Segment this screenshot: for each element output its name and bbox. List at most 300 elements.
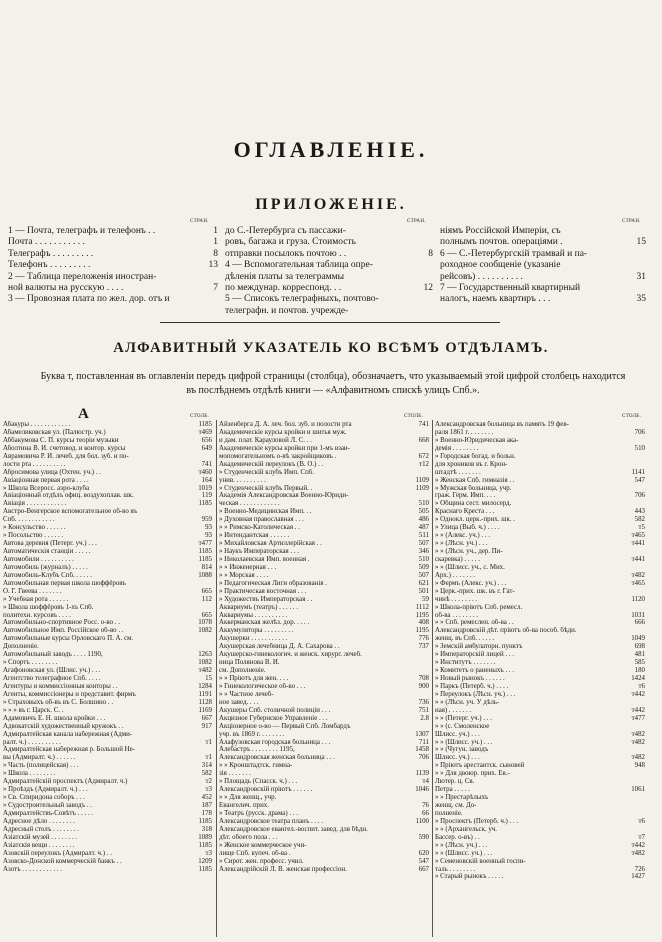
entry-number: 1061 <box>631 786 645 794</box>
entry-text: » Студенческій клубъ Первый. . <box>219 484 313 492</box>
entry-number: т441 <box>631 540 645 548</box>
entry-text: ческая . . . . . . . . . . . . <box>219 500 280 508</box>
index-entry <box>435 786 646 794</box>
entry-text: Авіаціонная первая рота . . . . <box>3 476 89 484</box>
entry-number: 180 <box>634 667 645 675</box>
index-entry <box>219 715 430 723</box>
entry-text: » Фермъ (Алекс. уч.) . . . <box>435 579 507 587</box>
index-entry <box>435 492 646 500</box>
entry-number: 487 <box>418 524 429 532</box>
entry-text: Аквариумъ (театръ) . . . . . . <box>219 603 299 611</box>
entry-text: см. Дополненіе. <box>219 667 266 675</box>
index-entry <box>435 500 646 508</box>
entry-text: Александровская больница въ память 19 фев- <box>435 421 569 428</box>
entry-text: » Мужская больница, учр. <box>435 484 512 492</box>
index-entry <box>3 469 213 477</box>
index-entry <box>225 272 433 283</box>
entry-number: 582 <box>201 770 212 778</box>
index-entry <box>435 429 646 437</box>
entry-number: 1185 <box>198 548 212 555</box>
entry-text: » Школа Всеросс. аэро-клуба <box>3 484 90 492</box>
entry-text: лище Спб. купеч. об-ва . <box>219 849 291 857</box>
index-entry <box>440 260 646 271</box>
entry-text: роходное сообщеніе (указаніе <box>440 260 561 271</box>
entry-text: граж. Герм. Имп. . . . <box>435 492 496 500</box>
index-entry <box>219 588 430 596</box>
index-entry <box>8 283 218 294</box>
entry-text: » Земскій амбулаторн. пунктъ <box>435 643 523 651</box>
entry-number: т482 <box>631 849 645 857</box>
index-entry <box>435 707 646 715</box>
entry-text: » Церк.-прих. шк. въ г. Гат- <box>435 587 515 595</box>
entry-text: Адмиралтейская набережная р. Большой Не- <box>3 746 135 754</box>
entry-text: Краснаго Креста . . . <box>435 508 495 516</box>
index-entry <box>435 794 646 802</box>
entry-text: » » (Алекс. уч.) . . . <box>435 532 491 540</box>
index-entry <box>435 548 646 556</box>
entry-number: 1185 <box>198 555 212 563</box>
col-label-1: СТОЛБ. <box>190 414 209 419</box>
entry-number: 76 <box>422 802 429 809</box>
entry-text: дѣт. обоего пола . . . <box>219 833 278 841</box>
entry-text: » » (Чугун. заводъ <box>435 746 489 754</box>
entry-number: 667 <box>418 865 429 873</box>
index-entry <box>3 540 213 548</box>
entry-text: » Духовная православная . . . <box>219 516 304 524</box>
index-entry <box>219 826 430 834</box>
entry-text: Автомобильное Имп. Россійское об-во . . <box>3 627 124 635</box>
index-entry <box>219 762 430 770</box>
entry-text: Акушеры Спб. столичной полиціи . . . <box>219 706 331 714</box>
entry-number: 706 <box>634 428 645 436</box>
index-entry <box>219 802 430 810</box>
entry-text: » Женская Спб. гимназія . . <box>435 476 515 484</box>
index-entry <box>3 818 213 826</box>
index-entry <box>219 746 430 754</box>
entry-number: т12 <box>419 460 429 468</box>
entry-text: штадтѣ . . . . . . . <box>435 468 481 476</box>
entry-text: Аквариумы . . . . . . . . . . <box>219 611 288 619</box>
page-label-col1: СТРАН. <box>190 219 209 224</box>
index-entry <box>219 437 430 445</box>
entry-text: » Пріютъ арестантск. сыновей <box>435 762 525 770</box>
entry-number: 706 <box>418 754 429 762</box>
entry-number: 900 <box>418 682 429 690</box>
entry-text: » » Для женщ., учр. <box>219 794 277 802</box>
index-entry <box>3 564 213 572</box>
entry-text: Адмиралтействъ-Совѣтъ . . . . . <box>3 809 94 817</box>
index-entry <box>435 524 646 532</box>
entry-number: т442 <box>631 841 645 849</box>
entry-number: 1031 <box>631 611 645 619</box>
entry-text: Академическіе курсы кройки при 1-мъ взаи- <box>219 444 350 452</box>
entry-text: » Школа-пріютъ Спб. ремесл. <box>435 603 523 611</box>
entry-text: ровъ, багажа и груза. Стоимость <box>225 237 356 248</box>
entry-text: Александровская женская больница . . . <box>219 754 335 762</box>
entry-number: т477 <box>631 714 645 722</box>
entry-number: 505 <box>418 508 429 516</box>
entry-number: 1089 <box>198 833 212 841</box>
entry-number: 776 <box>418 635 429 643</box>
entry-number: 1185 <box>198 421 212 428</box>
entry-text: » Интендантская . . . . . . <box>219 532 290 540</box>
entry-number: 1112 <box>415 603 429 611</box>
entry-text: » » (Лѣсн. уч., дер. Пи- <box>435 548 503 555</box>
entry-number: 1046 <box>415 786 429 794</box>
entry-number: т482 <box>631 571 645 579</box>
index-entry <box>435 866 646 874</box>
index-entry <box>435 723 646 731</box>
index-entry <box>219 786 430 794</box>
entry-text: об-ва . . . . . . . . <box>435 611 479 619</box>
index-entry <box>3 683 213 691</box>
entry-text: » » Престарѣлыхъ <box>435 794 489 802</box>
entry-number: 1185 <box>198 500 212 508</box>
entry-text: » Судостроительный заводъ . . <box>3 802 93 809</box>
index-entry <box>219 794 430 802</box>
entry-text: Авіація . . . . . . . . . . . . <box>3 500 67 508</box>
entry-number: 656 <box>201 436 212 444</box>
entry-number: 15 <box>636 237 646 248</box>
entry-text: » » Кронштадтск. гимна- <box>219 762 293 770</box>
index-entry <box>3 500 213 508</box>
entry-text: 1 — Почта, телеграфъ и телефонъ . . <box>8 226 156 236</box>
entry-text: ное завед. . . . <box>219 698 259 706</box>
index-entry <box>3 754 213 762</box>
entry-text: до С.-Петербурга съ пассажи- <box>225 226 346 236</box>
entry-text: Автомобильный заводъ . . . . 1190, <box>3 651 103 659</box>
index-entry <box>435 826 646 834</box>
index-entry <box>3 842 213 850</box>
entry-text: Агафоновская ул. (Шлис. уч.) . . . <box>3 667 101 675</box>
entry-text: Шлисс. уч.) . . . <box>435 754 480 762</box>
entry-text: » Улица (Выб. ч.) . . . . <box>435 524 500 532</box>
entry-text: Аболтина В. И. счетовод. и контор. курсы <box>3 444 126 452</box>
entry-number: 737 <box>418 643 429 651</box>
index-entry <box>435 556 646 564</box>
entry-number: т441 <box>631 555 645 563</box>
entry-text: женщ. см. До- <box>435 802 477 809</box>
index-entry <box>3 429 213 437</box>
entry-number: 666 <box>634 619 645 627</box>
entry-text: Аврамовича Р. И. лечеб. для бол. зуб. и по- <box>3 452 129 460</box>
entry-number: 13 <box>208 260 218 271</box>
index-entry <box>3 508 213 516</box>
entry-number: 7 <box>213 283 218 294</box>
index-entry <box>435 540 646 548</box>
entry-text: Александровскій дѣт. пріютъ об-ва пособ. бѣдн. <box>435 627 577 635</box>
index-entry <box>3 810 213 818</box>
index-title: АЛФАВИТНЫЙ УКАЗАТЕЛЬ КО ВСѢМЪ ОТДѢЛАМЪ. <box>113 340 549 356</box>
entry-number: 507 <box>418 540 429 548</box>
index-entry <box>219 667 430 675</box>
entry-number: 346 <box>418 548 429 555</box>
entry-text: » Гинекологическое об-во . . . <box>219 682 306 690</box>
entry-text: 3 — Провозная плата по жел. дор. отъ и <box>8 294 170 305</box>
entry-number: 314 <box>201 762 212 770</box>
entry-number: т1 <box>205 754 212 762</box>
index-entry <box>219 469 430 477</box>
entry-text: скаревка) . . . . . <box>435 555 480 563</box>
index-entry <box>435 596 646 604</box>
index-entry <box>225 306 433 317</box>
entry-number: 481 <box>634 651 645 659</box>
entry-text: по междунар. корреспонд. . . <box>225 283 342 294</box>
entry-text: » » (Лѣсн. уч.) . . . <box>435 540 488 548</box>
entry-text: Абамеликовская ул. (Палюстр. уч.) <box>3 428 106 436</box>
entry-text: » Переулокъ (Лѣсн. уч.) . . . <box>435 690 516 698</box>
index-entry <box>3 445 213 453</box>
index-entry <box>219 635 430 643</box>
entry-number: 1424 <box>631 675 645 682</box>
index-entry <box>435 850 646 858</box>
page-label-col2: СТРАН. <box>407 219 426 224</box>
entry-text: рейсовъ) . . . . . . . . . . <box>440 271 523 282</box>
index-entry <box>3 548 213 556</box>
entry-number: т465 <box>631 532 645 540</box>
entry-number: 917 <box>201 722 212 730</box>
index-entry <box>435 643 646 651</box>
entry-text: Адресное дѣло . . . . . . . . <box>3 817 75 825</box>
entry-text: » » (Лѣсн. уч. У дѣль- <box>435 698 500 706</box>
entry-text: Арх.) . . . . . . . <box>435 571 476 579</box>
entry-number: 1 <box>213 237 218 248</box>
entry-text: Азіатскія вещи . . . . . . . . <box>3 841 75 849</box>
index-entry <box>435 810 646 818</box>
index-entry <box>3 715 213 723</box>
entry-text: » Женское коммерческое учи- <box>219 841 307 849</box>
index-entry <box>219 461 430 469</box>
entry-text: ница Полянова В. И. <box>219 659 280 667</box>
index-entry <box>3 802 213 810</box>
entry-text: Акцизное Губернское Управленіе . . . <box>219 714 328 722</box>
entry-number: т7 <box>638 833 645 841</box>
index-entry <box>435 532 646 540</box>
entry-text: налогъ, наемъ квартиръ . . . <box>440 294 551 305</box>
entry-text: » Городская богад. и больн. <box>435 452 516 460</box>
index-entry <box>219 754 430 762</box>
index-entry <box>440 237 646 248</box>
entry-number: 1195 <box>415 611 429 619</box>
entry-text: Евангелич. прих. <box>219 802 269 809</box>
index-entry <box>3 604 213 612</box>
entry-number: 510 <box>634 444 645 452</box>
appendix-column-2 <box>225 226 433 317</box>
entry-text: » Михайловская Артиллерійская . . <box>219 540 322 548</box>
entry-text: » » (Шлисс. уч., с. Мих. <box>435 563 505 571</box>
entry-text: и дам. плат. Карауловой Л. С. . . <box>219 436 312 444</box>
index-entry <box>3 572 213 580</box>
index-entry <box>219 683 430 691</box>
index-entry <box>219 421 430 429</box>
entry-text: » Община сест. милосерд. <box>435 500 512 508</box>
entry-number: 507 <box>418 571 429 579</box>
index-entry <box>3 619 213 627</box>
entry-text: Александровское евангел.-воспит. завед. для бѣдн. <box>219 825 368 833</box>
entry-text: Автомобильно-спортивное Росс. о-во . . <box>3 619 120 627</box>
entry-text: отправки посылокъ почтою . . <box>225 248 347 259</box>
entry-text: » Площадь (Спасск. ч.) . . . <box>219 778 298 786</box>
index-entry <box>225 249 433 260</box>
entry-text: » Театръ (русск. драма) . . . <box>219 809 298 817</box>
index-entry <box>219 429 430 437</box>
entry-number: 741 <box>418 421 429 428</box>
index-note: Буква т, поставленная въ оглавленіи передъ цифрой страницы (столбца), обозначаетъ, что указываемый этой цифрой столбецъ находится въ послѣднемъ отдѣлѣ книги — «Алфавитномъ спискѣ улицъ Спб.». <box>40 371 626 396</box>
index-entry <box>219 818 430 826</box>
entry-text: таль . . . . . . . . <box>435 865 476 873</box>
entry-text: » » (Лѣсн. уч.) . . . <box>435 841 488 849</box>
entry-text: Адмиралтейскій проспектъ (Адмиралт. ч.) <box>3 778 128 786</box>
entry-text: раля 1861 г. . . . . . . . <box>435 428 494 436</box>
entry-number: т482 <box>631 754 645 762</box>
entry-number: 590 <box>418 833 429 841</box>
entry-number: 706 <box>634 492 645 500</box>
entry-number: 1284 <box>198 682 212 690</box>
index-entry <box>3 485 213 493</box>
index-entry <box>435 659 646 667</box>
index-entry <box>435 675 646 683</box>
entry-number: 93 <box>205 524 212 532</box>
entry-number: 1263 <box>198 651 212 659</box>
entry-text: Акушерки . . . . . . . . . . . <box>219 635 288 643</box>
entry-text: Дополненіе. <box>3 643 39 651</box>
index-entry <box>225 226 433 237</box>
index-entry <box>3 794 213 802</box>
appendix-column-1 <box>8 226 218 306</box>
index-entry <box>3 834 213 842</box>
entry-text: » » Спб. ремеслен. об-ва . . <box>435 619 514 627</box>
index-entry <box>435 612 646 620</box>
entry-number: т465 <box>631 579 645 587</box>
entry-number: 1427 <box>631 873 645 881</box>
index-entry <box>8 294 218 305</box>
index-entry <box>8 237 218 248</box>
index-entry <box>435 461 646 469</box>
entry-text: Азовскій переулокъ (Адмиралт. ч.) . . <box>3 849 112 857</box>
entry-text: Абросимова улица (Охтен. уч.) . . <box>3 468 101 476</box>
entry-text: » Педагогическая Лиги образованія . <box>219 579 327 587</box>
entry-text: Автова деревня (Петерг. уч.) . . . <box>3 540 97 548</box>
index-entry <box>3 437 213 445</box>
index-entry <box>435 421 646 429</box>
entry-text: Адамовичъ Е. Н. школа кройки . . . <box>3 714 106 722</box>
index-entry <box>435 715 646 723</box>
entry-text: Азотъ . . . . . . . . . . . . <box>3 865 62 873</box>
entry-text: » » (Петерг. уч.) . . . <box>435 714 492 722</box>
entry-number: 408 <box>418 619 429 627</box>
entry-text: Айзенберга Д. А. леч. бол. зуб. и полости рта <box>219 421 352 428</box>
entry-text: телеграфн. и почтов. учрежде- <box>225 305 349 316</box>
entry-number: 814 <box>201 563 212 571</box>
index-entry <box>3 850 213 858</box>
entry-text: Александрійскій Л. В. женская профессіон. <box>219 865 347 873</box>
entry-number: 510 <box>418 555 429 563</box>
index-entry <box>3 651 213 659</box>
entry-text: Аббакумова С. П. курсы теоріи музыки <box>3 436 119 444</box>
entry-text: Петра . . . . . <box>435 786 470 794</box>
entry-text: Телеграфъ . . . . . . . . . <box>8 248 94 259</box>
entry-text: Австро-Венгерское вспомогательное об-во въ <box>3 508 138 516</box>
index-entry <box>3 635 213 643</box>
index-entry <box>8 260 218 271</box>
entry-text: » Практическая восточная . . . <box>219 587 307 595</box>
entry-number: 620 <box>418 849 429 857</box>
index-entry <box>440 283 646 294</box>
appendix-column-3 <box>440 226 646 306</box>
entry-number: 187 <box>201 802 212 809</box>
index-entry <box>435 469 646 477</box>
index-entry <box>3 691 213 699</box>
index-entry <box>3 596 213 604</box>
entry-number: 672 <box>418 452 429 460</box>
entry-text: политехн. курсовъ . . . . <box>3 611 71 619</box>
entry-text: чинѣ . . . . . . . . <box>435 595 478 603</box>
entry-number: 8 <box>213 248 218 259</box>
index-entry <box>435 818 646 826</box>
entry-text: полнымъ почтов. операціями . <box>440 237 563 248</box>
entry-text: Агенты, коммиссіонеры и представит. фирмъ <box>3 690 136 698</box>
index-entry <box>435 445 646 453</box>
index-entry <box>3 746 213 754</box>
index-entry <box>435 778 646 786</box>
index-entry <box>435 453 646 461</box>
entry-number: 948 <box>634 762 645 770</box>
entry-text: Шлисс. уч.) . . . <box>435 730 480 738</box>
entry-text: Алебастръ . . . . . . . . 1195, <box>219 746 295 754</box>
entry-text: » » Инженерная . . . <box>219 563 277 571</box>
entry-number: 1169 <box>198 706 212 714</box>
entry-number: 1082 <box>198 659 212 667</box>
entry-text: Аккерманская желѣз. дор. . . . . <box>219 619 310 627</box>
entry-number: 665 <box>201 587 212 595</box>
index-entry <box>219 739 430 747</box>
entry-text: » » (Шлисс. уч.) . . . <box>435 738 493 746</box>
index-entry <box>3 588 213 596</box>
entry-text: 7 — Государственный квартирный <box>440 283 581 294</box>
entry-number: 1109 <box>415 476 429 484</box>
entry-text: » Военно-Юридическая ака- <box>435 436 519 444</box>
entry-text: » Св. Спиридона соборъ . . . <box>3 794 85 802</box>
index-entry <box>3 739 213 747</box>
index-entry <box>219 564 430 572</box>
index-entry <box>3 612 213 620</box>
entry-number: 486 <box>418 516 429 524</box>
entry-number: 511 <box>418 532 429 540</box>
index-entry <box>435 572 646 580</box>
index-entry <box>219 627 430 635</box>
entry-number: 178 <box>201 809 212 817</box>
index-entry <box>3 627 213 635</box>
index-entry <box>435 437 646 445</box>
entry-number: 8 <box>428 248 433 259</box>
entry-text: лости рта . . . . . . . . . . <box>3 460 66 468</box>
entry-text: » » » въ г. Царск. С. . <box>3 706 64 714</box>
entry-number: т3 <box>205 849 212 857</box>
index-entry <box>3 492 213 500</box>
index-entry <box>3 524 213 532</box>
entry-number: т460 <box>198 468 212 476</box>
index-entry <box>219 699 430 707</box>
entry-number: 510 <box>418 500 429 508</box>
index-entry <box>440 272 646 283</box>
entry-text: Автомобили . . . . . . . . . . <box>3 555 74 563</box>
entry-number: 751 <box>418 706 429 714</box>
entry-number: 1088 <box>198 571 212 579</box>
index-entry <box>219 508 430 516</box>
index-entry <box>219 516 430 524</box>
index-entry <box>3 770 213 778</box>
entry-text: » » Для двоюр. прих. Ев.- <box>435 770 510 778</box>
